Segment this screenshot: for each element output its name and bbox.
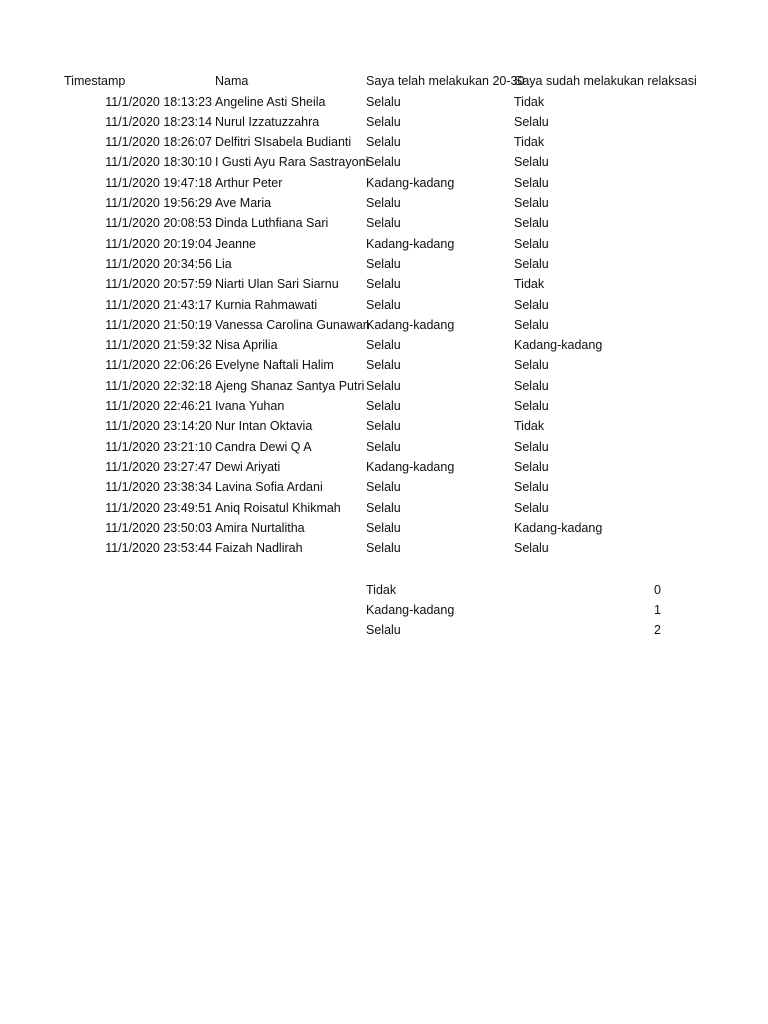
table-row	[0, 173, 768, 193]
header-question-2[interactable]: Saya sudah melakukan relaksasi	[514, 74, 697, 88]
table-row	[0, 518, 768, 538]
name-cell[interactable]: Lavina Sofia Ardani	[215, 480, 323, 495]
answer-1-cell[interactable]: Selalu	[366, 520, 401, 535]
table-row	[0, 213, 768, 233]
table-row	[0, 416, 768, 436]
table-row	[0, 538, 768, 558]
table-row	[0, 315, 768, 335]
name-cell[interactable]: Ivana Yuhan	[215, 399, 285, 413]
answer-2-cell[interactable]: Selalu	[514, 236, 549, 251]
answer-2-cell[interactable]: Selalu	[514, 297, 549, 312]
timestamp-cell[interactable]: 11/1/2020 20:34:56	[105, 256, 212, 271]
name-cell[interactable]: Aniq Roisatul Khikmah	[215, 500, 341, 515]
table-row	[0, 234, 768, 254]
answer-2-cell[interactable]: Selalu	[514, 480, 549, 495]
answer-1-cell[interactable]: Selalu	[366, 135, 401, 150]
timestamp-cell[interactable]: 11/1/2020 20:08:53	[105, 216, 212, 231]
timestamp-cell[interactable]: 11/1/2020 21:43:17	[105, 297, 212, 312]
timestamp-cell[interactable]: 11/1/2020 19:47:18	[105, 175, 212, 190]
answer-1-cell[interactable]: Selalu	[366, 399, 401, 413]
answer-2-cell[interactable]: Kadang-kadang	[514, 338, 603, 353]
answer-2-cell[interactable]: Selalu	[514, 399, 549, 413]
answer-2-cell[interactable]: Tidak	[514, 94, 545, 109]
name-cell[interactable]: Dinda Luthfiana Sari	[215, 216, 329, 231]
timestamp-cell[interactable]: 11/1/2020 23:14:20	[105, 419, 212, 434]
table-row	[0, 254, 768, 274]
answer-1-cell[interactable]: Selalu	[366, 358, 401, 373]
table-row	[0, 376, 768, 396]
answer-2-cell[interactable]: Kadang-kadang	[514, 520, 603, 535]
name-cell[interactable]: Niarti Ulan Sari Siarnu	[215, 277, 339, 292]
answer-2-cell[interactable]: Selalu	[514, 500, 549, 515]
answer-1-cell[interactable]: Selalu	[366, 114, 401, 129]
timestamp-cell[interactable]: 11/1/2020 18:30:10	[105, 155, 212, 170]
answer-1-cell[interactable]: Kadang-kadang	[366, 459, 455, 474]
summary-label-cell[interactable]: Tidak	[366, 582, 397, 597]
summary-row	[0, 580, 768, 600]
name-cell[interactable]: Candra Dewi Q A	[215, 439, 312, 454]
table-row	[0, 92, 768, 112]
answer-2-cell[interactable]: Selalu	[514, 459, 549, 474]
name-cell[interactable]: Nisa Aprilia	[215, 338, 278, 353]
summary-label-cell[interactable]: Kadang-kadang	[366, 602, 455, 617]
answer-1-cell[interactable]: Kadang-kadang	[366, 175, 455, 190]
header-row	[0, 71, 768, 91]
table-row	[0, 274, 768, 294]
name-cell[interactable]: Jeanne	[215, 236, 257, 251]
name-cell[interactable]: Nurul Izzatuzzahra	[215, 114, 320, 129]
answer-2-cell[interactable]: Selalu	[514, 256, 549, 271]
table-row	[0, 132, 768, 152]
header-timestamp[interactable]: Timestamp	[64, 74, 126, 88]
answer-2-cell[interactable]: Selalu	[514, 358, 549, 373]
answer-1-cell[interactable]: Selalu	[366, 155, 401, 170]
answer-1-cell[interactable]: Selalu	[366, 378, 401, 393]
table-row	[0, 152, 768, 172]
answer-1-cell[interactable]: Selalu	[366, 480, 401, 495]
timestamp-cell[interactable]: 11/1/2020 20:19:04	[105, 236, 212, 251]
timestamp-cell[interactable]: 11/1/2020 23:53:44	[105, 541, 212, 556]
answer-1-cell[interactable]: Selalu	[366, 216, 401, 231]
name-cell[interactable]: Dewi Ariyati	[215, 459, 281, 474]
timestamp-cell[interactable]: 11/1/2020 22:06:26	[105, 358, 212, 373]
table-row	[0, 498, 768, 518]
name-cell[interactable]: Faizah Nadlirah	[215, 541, 303, 556]
answer-1-cell[interactable]: Selalu	[366, 256, 401, 271]
timestamp-cell[interactable]: 11/1/2020 23:38:34	[105, 480, 212, 495]
header-nama[interactable]: Nama	[215, 74, 249, 88]
answer-2-cell[interactable]: Tidak	[514, 277, 545, 292]
name-cell[interactable]: Kurnia Rahmawati	[215, 297, 318, 312]
answer-2-cell[interactable]: Selalu	[514, 439, 549, 454]
answer-2-cell[interactable]: Selalu	[514, 196, 549, 210]
answer-2-cell[interactable]: Tidak	[514, 135, 545, 150]
timestamp-cell[interactable]: 11/1/2020 18:13:23	[105, 94, 212, 109]
timestamp-cell[interactable]: 11/1/2020 23:27:47	[105, 459, 212, 474]
timestamp-cell[interactable]: 11/1/2020 23:49:51	[105, 500, 212, 515]
timestamp-cell[interactable]: 11/1/2020 18:23:14	[105, 114, 212, 129]
timestamp-cell[interactable]: 11/1/2020 22:32:18	[105, 378, 212, 393]
summary-count-cell[interactable]: 2	[654, 623, 661, 638]
table-row	[0, 295, 768, 315]
timestamp-cell[interactable]: 11/1/2020 22:46:21	[105, 399, 212, 413]
answer-2-cell[interactable]: Selalu	[514, 175, 549, 190]
name-cell[interactable]: Ajeng Shanaz Santya Putri	[215, 378, 365, 393]
name-cell[interactable]: Angeline Asti Sheila	[215, 94, 326, 109]
answer-1-cell[interactable]: Kadang-kadang	[366, 317, 455, 332]
table-row	[0, 112, 768, 132]
timestamp-cell[interactable]: 11/1/2020 21:50:19	[105, 317, 212, 332]
answer-1-cell[interactable]: Selalu	[366, 419, 401, 434]
name-cell[interactable]: I Gusti Ayu Rara Sastrayoni	[215, 155, 369, 170]
answer-2-cell[interactable]: Selalu	[514, 317, 549, 332]
answer-1-cell[interactable]: Selalu	[366, 94, 401, 109]
timestamp-cell[interactable]: 11/1/2020 21:59:32	[105, 338, 212, 353]
timestamp-cell[interactable]: 11/1/2020 23:21:10	[105, 439, 212, 454]
summary-count-cell[interactable]: 1	[654, 602, 661, 617]
name-cell[interactable]: Delfitri SIsabela Budianti	[215, 135, 352, 150]
summary-label-cell[interactable]: Selalu	[366, 623, 401, 638]
name-cell[interactable]: Amira Nurtalitha	[215, 520, 305, 535]
table-row	[0, 193, 768, 213]
summary-row	[0, 620, 768, 640]
table-row	[0, 457, 768, 477]
answer-1-cell[interactable]: Selalu	[366, 297, 401, 312]
summary-row	[0, 600, 768, 620]
table-row	[0, 355, 768, 375]
answer-2-cell[interactable]: Selalu	[514, 541, 549, 556]
answer-1-cell[interactable]: Selalu	[366, 541, 401, 556]
table-row	[0, 437, 768, 457]
name-cell[interactable]: Ave Maria	[215, 196, 272, 210]
timestamp-cell[interactable]: 11/1/2020 18:26:07	[105, 135, 212, 150]
answer-2-cell[interactable]: Tidak	[514, 419, 545, 434]
name-cell[interactable]: Evelyne Naftali Halim	[215, 358, 334, 373]
answer-1-cell[interactable]: Selalu	[366, 196, 401, 210]
header-question-1[interactable]: Saya telah melakukan 20-30	[366, 74, 525, 88]
timestamp-cell[interactable]: 11/1/2020 20:57:59	[105, 277, 212, 292]
answer-1-cell[interactable]: Kadang-kadang	[366, 236, 455, 251]
answer-2-cell[interactable]: Selalu	[514, 216, 549, 231]
answer-2-cell[interactable]: Selalu	[514, 378, 549, 393]
name-cell[interactable]: Arthur Peter	[215, 175, 283, 190]
answer-1-cell[interactable]: Selalu	[366, 338, 401, 353]
timestamp-cell[interactable]: 11/1/2020 19:56:29	[105, 196, 212, 210]
table-row	[0, 335, 768, 355]
answer-1-cell[interactable]: Selalu	[366, 277, 401, 292]
table-row	[0, 396, 768, 416]
summary-count-cell[interactable]: 0	[654, 582, 661, 597]
timestamp-cell[interactable]: 11/1/2020 23:50:03	[105, 520, 212, 535]
answer-2-cell[interactable]: Selalu	[514, 114, 549, 129]
answer-2-cell[interactable]: Selalu	[514, 155, 549, 170]
table-row	[0, 477, 768, 497]
name-cell[interactable]: Nur Intan Oktavia	[215, 419, 313, 434]
name-cell[interactable]: Vanessa Carolina Gunawan	[215, 317, 370, 332]
name-cell[interactable]: Lia	[215, 256, 232, 271]
answer-1-cell[interactable]: Selalu	[366, 439, 401, 454]
answer-1-cell[interactable]: Selalu	[366, 500, 401, 515]
